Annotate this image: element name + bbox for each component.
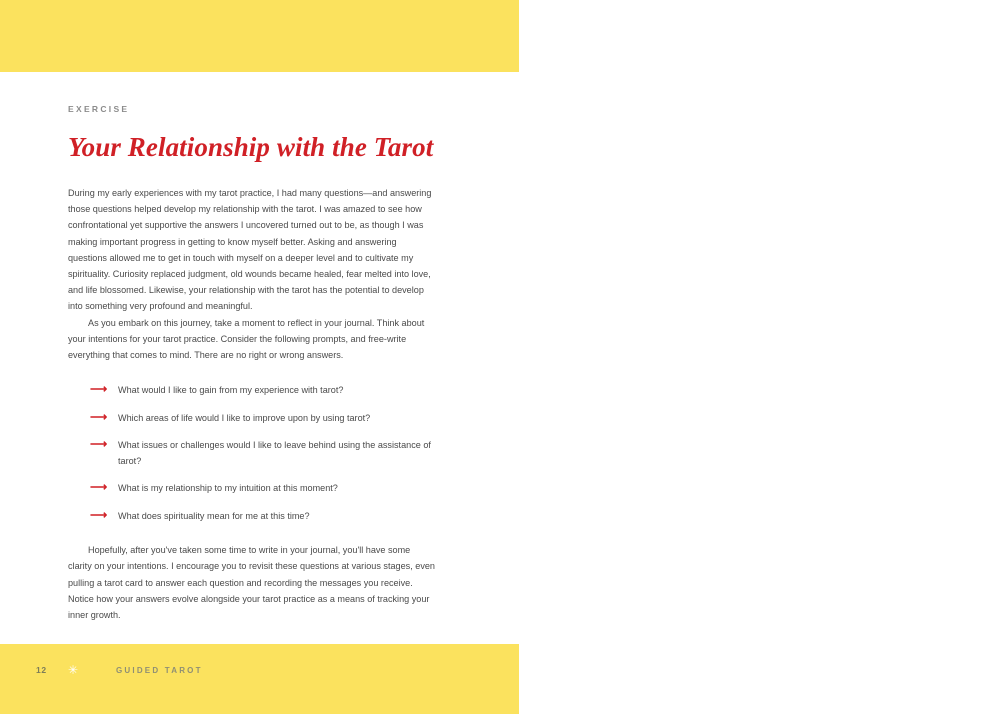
list-item <box>90 411 436 427</box>
prompt-text: What is my relationship to my intuition at this moment? <box>118 483 338 494</box>
prompt-text: What would I like to gain from my experience with tarot? <box>118 385 344 396</box>
arrow-right-icon: ⟶ <box>90 437 108 452</box>
star-icon: ✳ <box>68 663 79 677</box>
body-paragraph-1: During my early experiences with my tarot practice, I had many questions—and answering those questions helped develop my relationship with the tarot. I was amazed to see how confrontational yet supportive the answers I uncovered turned out to be, as though I was making important progress in getting to know myself better. Asking and answering questions allowed me to get in touch with myself on a deeper level and to cultivate my spirituality. Curiosity replaced judgment, old wounds became healed, fear melted into love, and life blossomed. Likewise, your relationship with the tarot has the potential to develop into something very profound and meaningful. <box>68 188 432 312</box>
prompt-text: What issues or challenges would I like to leave behind using the assistance of tarot? <box>118 440 431 466</box>
page-title: Your Relationship with the Tarot <box>68 132 434 162</box>
right-page <box>500 0 1000 714</box>
arrow-right-icon: ⟶ <box>90 382 108 397</box>
body-paragraph-2: As you embark on this journey, take a moment to reflect in your journal. Think about your intentions for your tarot practice. Consider the following prompts, and free-write everything that comes to mind. There are no right or wrong answers. <box>68 317 425 361</box>
list-item <box>90 383 436 399</box>
left-page-content <box>68 104 436 623</box>
prompt-text: What does spirituality mean for me at this time? <box>118 510 310 521</box>
list-item <box>90 481 436 497</box>
left-page <box>0 0 500 714</box>
arrow-right-icon: ⟶ <box>90 507 108 522</box>
bottom-yellow-band <box>0 644 519 714</box>
list-item <box>90 509 436 525</box>
top-yellow-band <box>0 0 519 72</box>
arrow-right-icon: ⟶ <box>90 480 108 495</box>
prompt-list <box>68 383 436 524</box>
book-title-footer: GUIDED TAROT <box>116 665 203 675</box>
left-page-footer <box>36 663 203 677</box>
arrow-right-icon: ⟶ <box>90 409 108 424</box>
page-number: 12 <box>36 665 47 675</box>
prompt-text: Which areas of life would I like to improve upon by using tarot? <box>118 412 371 423</box>
closing-paragraph: Hopefully, after you've taken some time to write in your journal, you'll have some clarity on your intentions. I encourage you to revisit these questions at various stages, even pulling a tarot card to answer each question and recording the messages you receive. Notice how your answers evolve alongside your tarot practice as a means of tracking your inner growth. <box>68 545 435 621</box>
list-item <box>90 438 436 469</box>
exercise-eyebrow: EXERCISE <box>68 104 130 114</box>
